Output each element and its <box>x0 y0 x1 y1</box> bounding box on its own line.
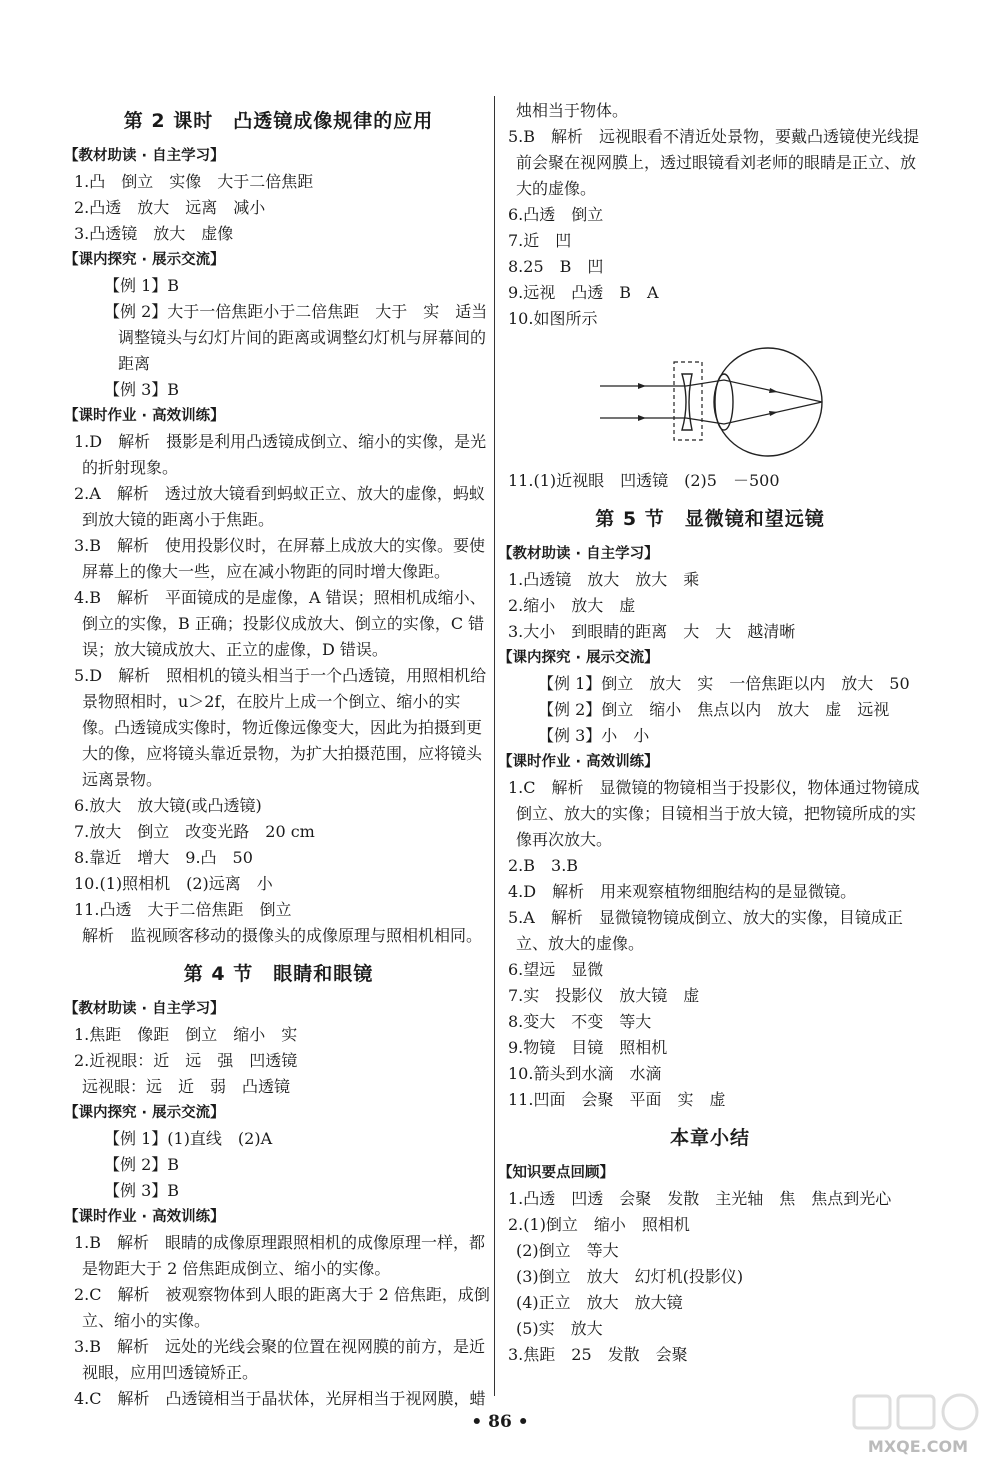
answer-line: 6.放大 放大镜(或凸透镜) <box>74 796 262 815</box>
answer-line: 3.凸透镜 放大 虚像 <box>74 224 234 243</box>
answer-line: 8.变大 不变 等大 <box>508 1012 652 1031</box>
subsection-heading: 【知识要点回顾】 <box>498 1165 614 1181</box>
arrow-top <box>638 383 646 389</box>
subsection-heading: 【课内探究 · 展示交流】 <box>64 252 225 268</box>
answer-line: 3.大小 到眼睛的距离 大 大 越清晰 <box>508 622 796 641</box>
answer-line: 5.D 解析 照相机的镜头相当于一个凸透镜，用照相机给景物照相时，u＞2f，在胶片上成一个倒立、缩小的实像。凸透镜成实像时，物近像远像变大，因此为拍摄到更大的像，应将镜头靠近景物，为扩大拍摄范围，应将镜头远离景物。 <box>74 666 487 789</box>
example-answer: 【例 2】倒立 缩小 焦点以内 放大 虚 远视 <box>538 700 890 719</box>
answer-line: (3)倒立 放大 幻灯机(投影仪) <box>516 1267 744 1286</box>
section-title: 第 4 节 眼睛和眼镜 <box>183 963 374 985</box>
answer-line: 远视眼：远 近 弱 凸透镜 <box>82 1077 291 1096</box>
answer-line: 1.D 解析 摄影是利用凸透镜成倒立、缩小的实像，是光的折射现象。 <box>74 432 487 477</box>
answer-line: (4)正立 放大 放大镜 <box>516 1293 683 1312</box>
answer-line: 1.凸 倒立 实像 大于二倍焦距 <box>74 172 314 191</box>
answer-line: 4.B 解析 平面镜成的是虚像，A 错误；照相机成缩小、倒立的实像，B 正确；投影仪成放大、倒立的实像，C 错误；放大镜成放大、正立的虚像，D 错误。 <box>74 588 486 659</box>
subsection-heading: 【课时作业 · 高效训练】 <box>64 408 225 424</box>
section-title: 本章小结 <box>669 1127 750 1149</box>
answer-line: 7.放大 倒立 改变光路 20 cm <box>74 822 315 841</box>
answer-line: 2.近视眼：近 远 强 凹透镜 <box>74 1051 298 1070</box>
left-column <box>66 96 491 1412</box>
subsection-heading: 【课内探究 · 展示交流】 <box>64 1105 225 1121</box>
subsection-heading: 【教材助读 · 自主学习】 <box>64 148 225 164</box>
answer-line: 9.远视 凸透 B A <box>508 283 659 302</box>
answer-line: 3.焦距 25 发散 会聚 <box>508 1345 688 1364</box>
answer-line: 3.B 解析 使用投影仪时，在屏幕上成放大的实像。要使屏幕上的像大一些，应在减小物距的同时增大像距。 <box>74 536 486 581</box>
ray-bottom <box>686 402 822 424</box>
concave-lens <box>682 374 692 430</box>
right-column <box>500 98 920 1368</box>
column-divider <box>494 96 495 1396</box>
answer-line: 7.实 投影仪 放大镜 虚 <box>508 986 700 1005</box>
answer-line: 1.B 解析 眼睛的成像原理跟照相机的成像原理一样，都是物距大于 2 倍焦距成倒立、缩小的实像。 <box>74 1233 486 1278</box>
answer-line: 2.A 解析 透过放大镜看到蚂蚁正立、放大的虚像，蚂蚁到放大镜的距离小于焦距。 <box>74 484 485 529</box>
answer-line: 解析 监视顾客移动的摄像头的成像原理与照相机相同。 <box>82 926 483 945</box>
answer-line: (5)实 放大 <box>516 1319 603 1338</box>
section-title: 第 2 课时 凸透镜成像规律的应用 <box>123 110 434 132</box>
example-answer: 【例 1】(1)直线 (2)A <box>104 1129 273 1148</box>
answer-line: 2.缩小 放大 虚 <box>508 596 636 615</box>
arrow-bottom <box>638 415 646 421</box>
section-title: 第 5 节 显微镜和望远镜 <box>595 508 825 530</box>
watermark-site: MXQE.COM <box>867 1437 969 1456</box>
answer-line: 2.(1)倒立 缩小 照相机 <box>508 1215 690 1234</box>
answer-line: 2.B 3.B <box>508 856 579 875</box>
subsection-heading: 【课内探究 · 展示交流】 <box>498 650 659 666</box>
example-answer: 【例 2】B <box>104 1155 180 1174</box>
answer-line: (2)倒立 等大 <box>516 1241 619 1260</box>
eyeball <box>714 348 822 456</box>
crystalline-lens <box>715 374 733 430</box>
watermark-logo <box>848 1390 988 1460</box>
answer-line: 1.凸透镜 放大 放大 乘 <box>508 570 700 589</box>
answer-line: 8.靠近 增大 9.凸 50 <box>74 848 253 867</box>
answer-line: 10.如图所示 <box>508 309 598 328</box>
answer-line: 2.C 解析 被观察物体到人眼的距离大于 2 倍焦距，成倒立、缩小的实像。 <box>74 1285 490 1330</box>
answer-line: 11.凹面 会聚 平面 实 虚 <box>508 1090 726 1109</box>
subsection-heading: 【教材助读 · 自主学习】 <box>64 1001 225 1017</box>
subsection-heading: 【课时作业 · 高效训练】 <box>64 1209 225 1225</box>
example-answer: 【例 1】倒立 放大 实 一倍焦距以内 放大 50 <box>538 674 910 693</box>
page-number: • 86 • <box>471 1412 529 1432</box>
example-answer: 【例 3】B <box>104 380 180 399</box>
answer-line: 10.箭头到水滴 水滴 <box>508 1064 662 1083</box>
answer-line: 6.凸透 倒立 <box>508 205 604 224</box>
example-answer: 【例 3】B <box>104 1181 180 1200</box>
answer-line: 4.C 解析 凸透镜相当于晶状体，光屏相当于视网膜，蜡 <box>74 1389 486 1408</box>
answer-line: 5.A 解析 显微镜物镜成倒立、放大的实像，目镜成正立、放大的虚像。 <box>508 908 903 953</box>
answer-line: 1.C 解析 显微镜的物镜相当于投影仪，物体通过物镜成倒立、放大的实像；目镜相当于放大镜，把物镜所成的实像再次放大。 <box>508 778 920 849</box>
ray-top <box>686 380 822 402</box>
subsection-heading: 【教材助读 · 自主学习】 <box>498 546 659 562</box>
answer-line: 4.D 解析 用来观察植物细胞结构的是显微镜。 <box>508 882 857 901</box>
answer-line: 9.物镜 目镜 照相机 <box>508 1038 668 1057</box>
answer-line: 1.焦距 像距 倒立 缩小 实 <box>74 1025 298 1044</box>
answer-line: 烛相当于物体。 <box>516 101 629 120</box>
answer-line: 2.凸透 放大 远离 减小 <box>74 198 266 217</box>
answer-line: 1.凸透 凹透 会聚 发散 主光轴 焦 焦点到光心 <box>508 1189 892 1208</box>
example-answer: 【例 3】小 小 <box>538 726 650 745</box>
example-answer: 【例 2】大于一倍焦距小于二倍焦距 大于 实 适当调整镜头与幻灯片间的距离或调整幻灯机与屏幕间的距离 <box>104 302 488 373</box>
answer-line: 7.近 凹 <box>508 231 572 250</box>
answer-line: 8.25 B 凹 <box>508 257 604 276</box>
subsection-heading: 【课时作业 · 高效训练】 <box>498 754 659 770</box>
example-answer: 【例 1】B <box>104 276 180 295</box>
answer-line: 6.望远 显微 <box>508 960 604 979</box>
answer-line: 3.B 解析 远处的光线会聚的位置在视网膜的前方，是近视眼，应用凹透镜矫正。 <box>74 1337 486 1382</box>
answer-line: 5.B 解析 远视眼看不清近处景物，要戴凸透镜使光线提前会聚在视网膜上，透过眼镜看刘老师的眼睛是正立、放大的虚像。 <box>508 127 920 198</box>
eye-lens-diagram <box>600 346 830 458</box>
answer-line: 10.(1)照相机 (2)远离 小 <box>74 874 273 893</box>
answer-line: 11.凸透 大于二倍焦距 倒立 <box>74 900 292 919</box>
answer-line: 11.(1)近视眼 凹透镜 (2)5 －500 <box>508 471 780 490</box>
